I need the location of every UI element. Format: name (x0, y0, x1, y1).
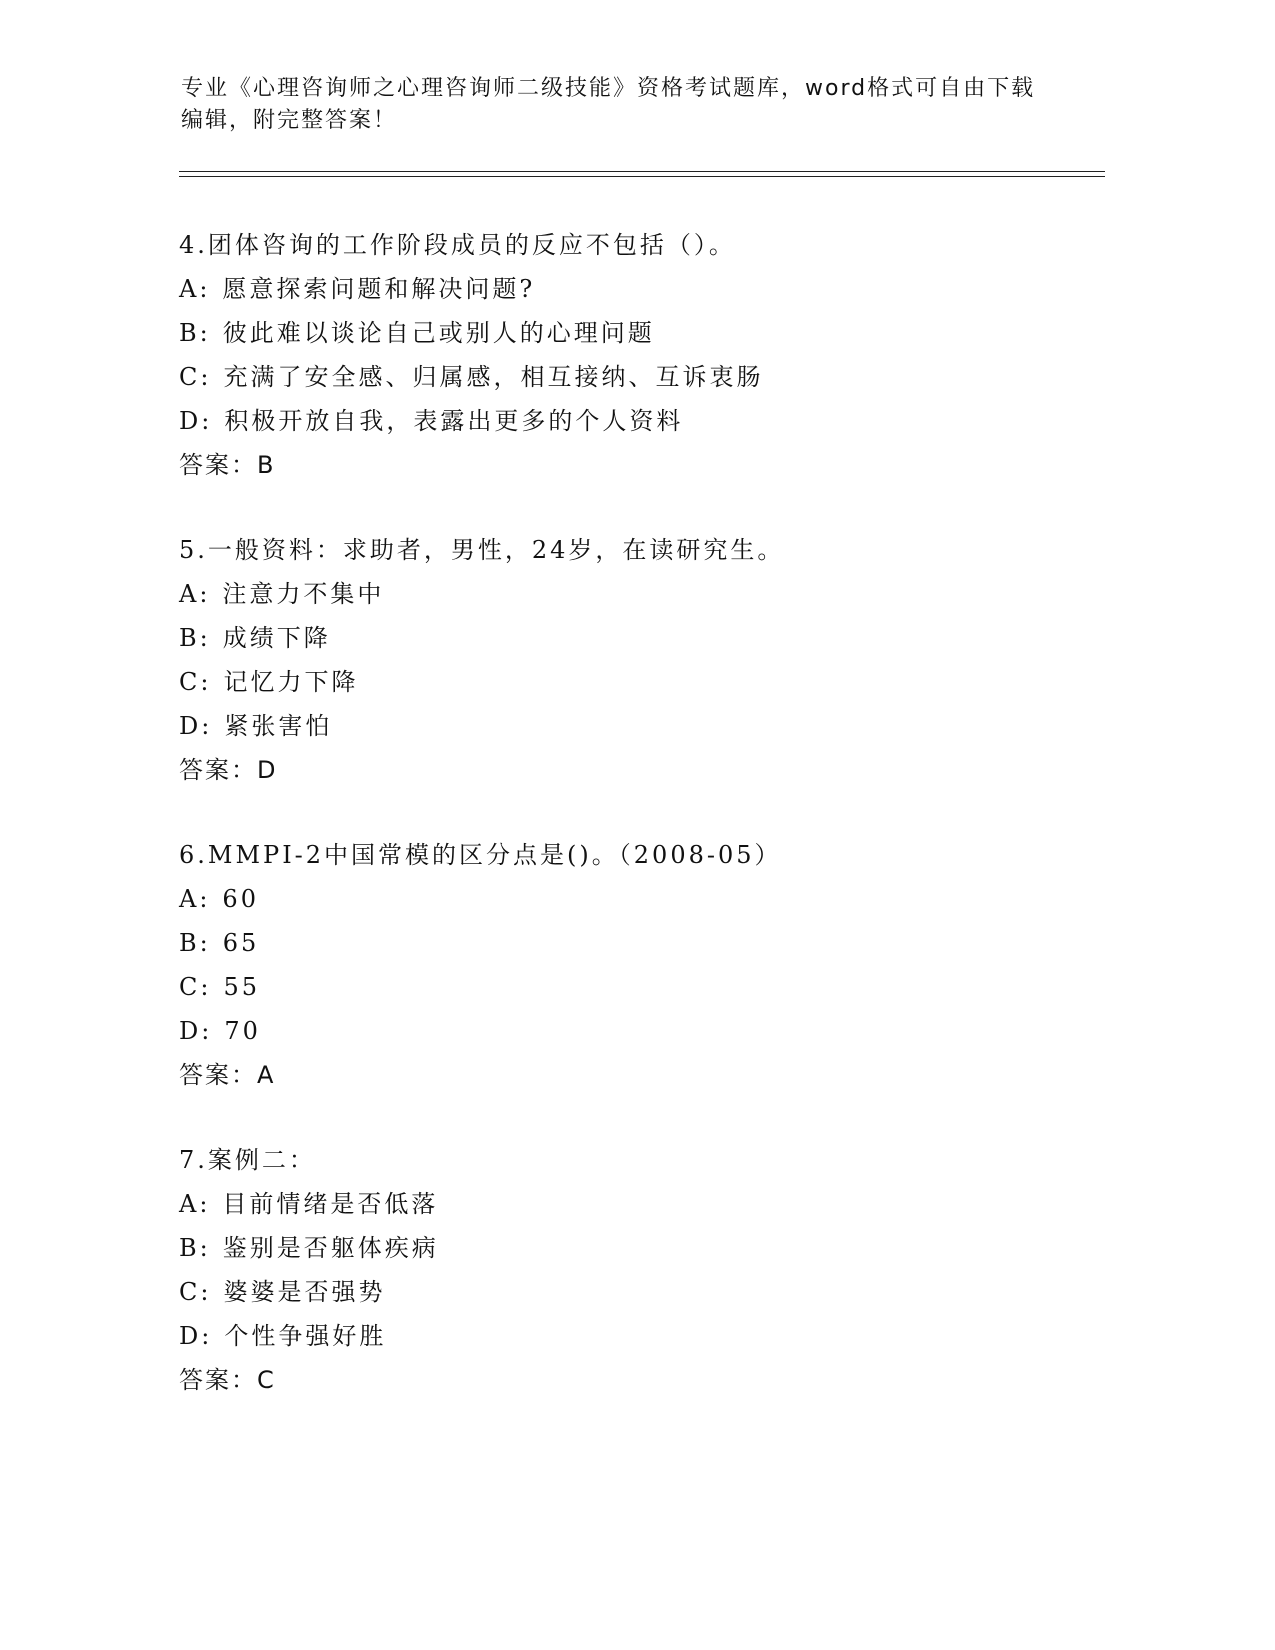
option-key: C: (179, 973, 212, 1001)
option-key: B: (179, 319, 211, 347)
option-text: 个性争强好胜 (224, 1322, 387, 1350)
option-text: 愿意探索问题和解决问题? (222, 275, 536, 303)
option-key: B: (179, 624, 211, 652)
option-c (179, 355, 1139, 399)
option-text: 紧张害怕 (224, 712, 333, 740)
option-key: B: (179, 929, 211, 957)
option-b (179, 1226, 1139, 1270)
question-stem: 4.团体咨询的工作阶段成员的反应不包括（）。 (179, 231, 736, 259)
option-d (179, 704, 1139, 748)
option-text: 婆婆是否强势 (223, 1278, 386, 1306)
option-key: D: (179, 1017, 213, 1045)
option-key: C: (179, 668, 212, 696)
option-key: A: (179, 580, 211, 608)
option-key: D: (179, 712, 213, 740)
option-key: B: (179, 1234, 211, 1262)
answer-line: 答案：A (179, 1061, 276, 1089)
option-text: 鉴别是否躯体疾病 (222, 1234, 439, 1262)
option-text: 成绩下降 (222, 624, 331, 652)
question-block-4 (179, 223, 1139, 487)
option-d (179, 1009, 1139, 1053)
question-stem: 7.案例二： (179, 1146, 316, 1174)
question-block-7 (179, 1138, 1139, 1402)
question-block-5 (179, 528, 1139, 792)
option-text: 70 (224, 1017, 261, 1045)
option-text: 记忆力下降 (223, 668, 359, 696)
question-stem: 5.一般资料：求助者，男性，24岁，在读研究生。 (179, 536, 785, 564)
option-d (179, 399, 1139, 443)
answer-line: 答案：D (179, 756, 278, 784)
header-line-2: 编辑，附完整答案！ (181, 108, 398, 133)
option-text: 65 (222, 929, 260, 957)
option-c (179, 1270, 1139, 1314)
option-a (179, 877, 1139, 921)
question-stem: 6.MMPI-2中国常模的区分点是()。（2008-05） (179, 841, 782, 869)
question-block-6 (179, 833, 1139, 1097)
header-divider-top (179, 171, 1105, 172)
option-text: 充满了安全感、归属感，相互接纳、互诉衷肠 (223, 363, 764, 391)
option-a (179, 572, 1139, 616)
option-c (179, 660, 1139, 704)
option-d (179, 1314, 1139, 1358)
option-a (179, 267, 1139, 311)
option-key: D: (179, 407, 213, 435)
option-key: A: (179, 1190, 211, 1218)
option-text: 彼此难以谈论自己或别人的心理问题 (222, 319, 655, 347)
option-text: 60 (222, 885, 259, 913)
option-b (179, 616, 1139, 660)
option-b (179, 921, 1139, 965)
answer-line: 答案：C (179, 1366, 276, 1394)
option-key: A: (179, 885, 211, 913)
document-header (181, 73, 1061, 137)
option-key: A: (179, 275, 211, 303)
option-c (179, 965, 1139, 1009)
option-key: C: (179, 1278, 212, 1306)
option-text: 目前情绪是否低落 (222, 1190, 439, 1218)
option-a (179, 1182, 1139, 1226)
option-text: 注意力不集中 (222, 580, 385, 608)
option-text: 积极开放自我，表露出更多的个人资料 (224, 407, 684, 435)
option-key: D: (179, 1322, 213, 1350)
option-text: 55 (223, 973, 260, 1001)
option-key: C: (179, 363, 212, 391)
option-b (179, 311, 1139, 355)
header-divider-bottom (179, 176, 1105, 177)
answer-line: 答案：B (179, 451, 276, 479)
header-line-1: 专业《心理咨询师之心理咨询师二级技能》资格考试题库，word格式可自由下载 (181, 76, 1036, 101)
